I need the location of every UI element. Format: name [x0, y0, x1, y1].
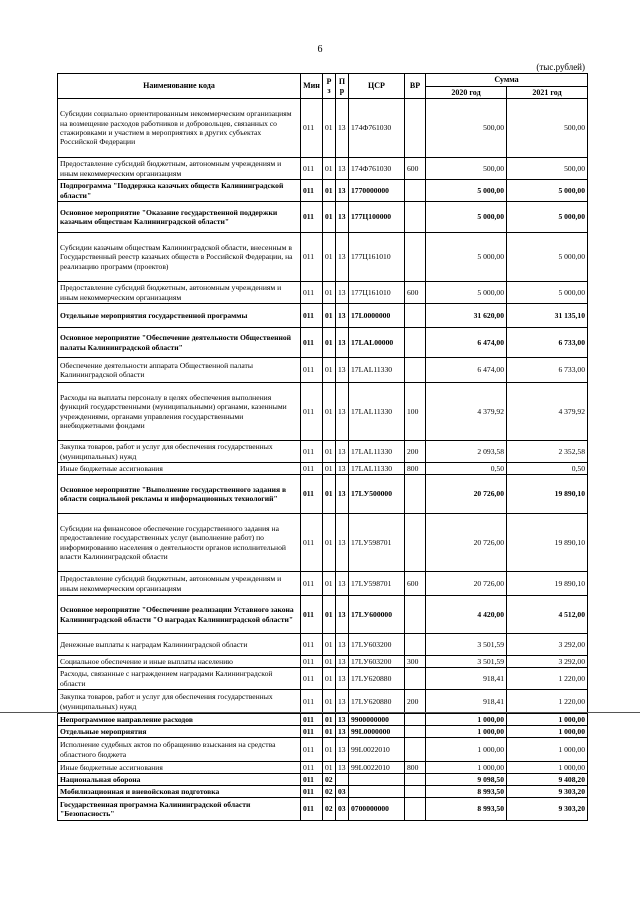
- cell-vr: [405, 514, 426, 572]
- cell-pr: 13: [336, 738, 349, 762]
- table-row: [58, 656, 588, 668]
- table-row: [58, 786, 588, 798]
- cell-pr: 03: [336, 786, 349, 798]
- cell-2020: 5 000,00: [426, 180, 507, 202]
- cell-vr: [405, 634, 426, 656]
- cell-name: Денежные выплаты к наградам Калининградской области: [58, 634, 301, 656]
- cell-csr: 17LAL00000: [349, 328, 405, 358]
- cell-csr: 17LУ603200: [349, 634, 405, 656]
- cell-csr: 17LУ603200: [349, 656, 405, 668]
- cell-name: Мобилизационная и вневойсковая подготовка: [58, 786, 301, 798]
- cell-2020: 2 093,58: [426, 441, 507, 463]
- table-row: [58, 798, 588, 821]
- cell-2020: 3 501,59: [426, 656, 507, 668]
- cell-rz: 01: [323, 180, 336, 202]
- cell-min: 011: [301, 441, 323, 463]
- cell-min: 011: [301, 358, 323, 383]
- cell-pr: 13: [336, 158, 349, 180]
- cell-2021: 5 000,00: [507, 180, 588, 202]
- cell-csr: 17L0000000: [349, 304, 405, 328]
- cell-vr: [405, 328, 426, 358]
- units-label: (тыс.рублей): [536, 62, 585, 72]
- cell-rz: 01: [323, 656, 336, 668]
- cell-name: Предоставление субсидий бюджетным, автономным учреждениям и иным некоммерческим организациям: [58, 282, 301, 304]
- table-row: [58, 714, 588, 726]
- cell-2020: 0,50: [426, 463, 507, 475]
- cell-2021: 1 000,00: [507, 762, 588, 774]
- cell-pr: 13: [336, 572, 349, 596]
- cell-min: 011: [301, 463, 323, 475]
- divider-line: [0, 712, 640, 713]
- cell-csr: 1770000000: [349, 180, 405, 202]
- cell-vr: [405, 596, 426, 634]
- cell-pr: 03: [336, 798, 349, 821]
- cell-name: Расходы, связанные с награждением наградами Калининградской области: [58, 668, 301, 690]
- cell-csr: 17LУ598701: [349, 572, 405, 596]
- table-row: [58, 572, 588, 596]
- cell-csr: 99L0000000: [349, 726, 405, 738]
- cell-vr: [405, 714, 426, 726]
- cell-2021: 9 303,20: [507, 786, 588, 798]
- cell-2021: 5 000,00: [507, 202, 588, 233]
- cell-vr: [405, 738, 426, 762]
- cell-2020: 20 726,00: [426, 514, 507, 572]
- cell-rz: 01: [323, 158, 336, 180]
- cell-csr: 17LУ500000: [349, 475, 405, 514]
- header-pr: Пр: [336, 74, 349, 99]
- cell-vr: [405, 726, 426, 738]
- header-vr: ВР: [405, 74, 426, 99]
- cell-vr: 100: [405, 383, 426, 441]
- cell-csr: 17LУ620880: [349, 690, 405, 714]
- cell-name: Отдельные мероприятия государственной программы: [58, 304, 301, 328]
- cell-min: 011: [301, 774, 323, 786]
- cell-vr: [405, 475, 426, 514]
- cell-pr: 13: [336, 475, 349, 514]
- cell-pr: 13: [336, 463, 349, 475]
- cell-2020: 1 000,00: [426, 714, 507, 726]
- cell-2021: 500,00: [507, 158, 588, 180]
- header-sum: Сумма: [426, 74, 588, 87]
- cell-min: 011: [301, 738, 323, 762]
- cell-2020: 9 098,50: [426, 774, 507, 786]
- cell-2021: 1 220,00: [507, 668, 588, 690]
- table-row: [58, 358, 588, 383]
- cell-min: 011: [301, 668, 323, 690]
- cell-2021: 5 000,00: [507, 233, 588, 282]
- cell-2020: 1 000,00: [426, 726, 507, 738]
- cell-rz: 02: [323, 798, 336, 821]
- cell-name: Основное мероприятие "Оказание государственной поддержки казачьим обществам Калининградской области": [58, 202, 301, 233]
- cell-csr: 177Ц100000: [349, 202, 405, 233]
- table-row: [58, 441, 588, 463]
- cell-rz: 01: [323, 328, 336, 358]
- cell-2021: 1 000,00: [507, 726, 588, 738]
- cell-csr: 174Ф761030: [349, 158, 405, 180]
- table-row: [58, 668, 588, 690]
- cell-vr: [405, 786, 426, 798]
- table-row: [58, 738, 588, 762]
- table-row: [58, 634, 588, 656]
- cell-2020: 6 474,00: [426, 358, 507, 383]
- cell-rz: 01: [323, 690, 336, 714]
- cell-name: Основное мероприятие "Обеспечение деятельности Общественной палаты Калининградской области": [58, 328, 301, 358]
- cell-csr: 17LAL11330: [349, 358, 405, 383]
- cell-min: 011: [301, 383, 323, 441]
- cell-pr: 13: [336, 304, 349, 328]
- cell-name: Иные бюджетные ассигнования: [58, 762, 301, 774]
- cell-min: 011: [301, 328, 323, 358]
- cell-rz: 01: [323, 99, 336, 158]
- cell-pr: 13: [336, 99, 349, 158]
- header-2020: 2020 год: [426, 87, 507, 99]
- cell-2021: 4 379,92: [507, 383, 588, 441]
- cell-2020: 31 620,00: [426, 304, 507, 328]
- cell-2020: 20 726,00: [426, 475, 507, 514]
- cell-pr: 13: [336, 383, 349, 441]
- table-row: [58, 596, 588, 634]
- cell-2021: 0,50: [507, 463, 588, 475]
- cell-name: Закупка товаров, работ и услуг для обеспечения государственных (муниципальных) нужд: [58, 690, 301, 714]
- cell-vr: [405, 304, 426, 328]
- cell-pr: 13: [336, 668, 349, 690]
- cell-vr: [405, 233, 426, 282]
- cell-rz: 01: [323, 572, 336, 596]
- table-row: [58, 514, 588, 572]
- cell-rz: 01: [323, 596, 336, 634]
- table-row: [58, 282, 588, 304]
- cell-2021: 2 352,58: [507, 441, 588, 463]
- cell-csr: 177Ц161010: [349, 233, 405, 282]
- cell-min: 011: [301, 572, 323, 596]
- cell-rz: 01: [323, 282, 336, 304]
- cell-vr: [405, 798, 426, 821]
- cell-name: Подпрограмма "Поддержка казачьих обществ Калининградской области": [58, 180, 301, 202]
- table-row: [58, 304, 588, 328]
- cell-min: 011: [301, 282, 323, 304]
- cell-vr: [405, 202, 426, 233]
- cell-rz: 01: [323, 714, 336, 726]
- cell-pr: 13: [336, 690, 349, 714]
- cell-name: Субсидии казачьим обществам Калининградской области, внесенным в Государственный реестр казачьих обществ в Российской Федерации, на реализацию программ (проектов): [58, 233, 301, 282]
- cell-pr: 13: [336, 202, 349, 233]
- table-row: [58, 383, 588, 441]
- cell-2020: 8 993,50: [426, 798, 507, 821]
- cell-vr: 800: [405, 463, 426, 475]
- cell-csr: 0700000000: [349, 798, 405, 821]
- cell-rz: 01: [323, 475, 336, 514]
- cell-2020: 3 501,59: [426, 634, 507, 656]
- cell-2020: 4 420,00: [426, 596, 507, 634]
- cell-name: Субсидии на финансовое обеспечение государственного задания на предоставление государственных услуг (выполнение работ) по информированию населения о деятельности органов исполнительной власти Калининградской области: [58, 514, 301, 572]
- cell-pr: 13: [336, 634, 349, 656]
- cell-name: Государственная программа Калининградской области "Безопасность": [58, 798, 301, 821]
- cell-name: Иные бюджетные ассигнования: [58, 463, 301, 475]
- cell-2021: 3 292,00: [507, 656, 588, 668]
- cell-pr: 13: [336, 726, 349, 738]
- cell-csr: 99L0022010: [349, 738, 405, 762]
- cell-vr: 200: [405, 441, 426, 463]
- cell-min: 011: [301, 202, 323, 233]
- cell-min: 011: [301, 233, 323, 282]
- cell-min: 011: [301, 304, 323, 328]
- cell-name: Исполнение судебных актов по обращению взыскания на средства областного бюджета: [58, 738, 301, 762]
- cell-csr: 17LУ600000: [349, 596, 405, 634]
- cell-pr: 13: [336, 441, 349, 463]
- cell-name: Расходы на выплаты персоналу в целях обеспечения выполнения функций государственными (муниципальными) органами, казенными учреждениями, органами управления государственными внебюджетными фондами: [58, 383, 301, 441]
- cell-2020: 1 000,00: [426, 762, 507, 774]
- cell-csr: 17LAL11330: [349, 441, 405, 463]
- cell-pr: [336, 774, 349, 786]
- cell-2020: 8 993,50: [426, 786, 507, 798]
- cell-csr: 17LAL11330: [349, 383, 405, 441]
- cell-rz: 01: [323, 383, 336, 441]
- cell-min: 011: [301, 714, 323, 726]
- cell-vr: [405, 358, 426, 383]
- page-number: 6: [317, 44, 323, 55]
- cell-csr: [349, 774, 405, 786]
- cell-2021: 1 000,00: [507, 714, 588, 726]
- cell-name: Национальная оборона: [58, 774, 301, 786]
- table-row: [58, 180, 588, 202]
- cell-2021: 1 220,00: [507, 690, 588, 714]
- cell-rz: 01: [323, 202, 336, 233]
- cell-vr: 200: [405, 690, 426, 714]
- cell-vr: [405, 668, 426, 690]
- cell-name: Предоставление субсидий бюджетным, автономным учреждениям и иным некоммерческим организациям: [58, 572, 301, 596]
- cell-name: Непрограммное направление расходов: [58, 714, 301, 726]
- cell-min: 011: [301, 475, 323, 514]
- cell-rz: 01: [323, 726, 336, 738]
- cell-csr: 174Ф761030: [349, 99, 405, 158]
- cell-name: Основное мероприятие "Выполнение государственного задания в области социальной рекламы и информационных технологий": [58, 475, 301, 514]
- cell-min: 011: [301, 596, 323, 634]
- cell-min: 011: [301, 786, 323, 798]
- cell-pr: 13: [336, 762, 349, 774]
- cell-name: Социальное обеспечение и иные выплаты населению: [58, 656, 301, 668]
- cell-min: 011: [301, 726, 323, 738]
- cell-min: 011: [301, 514, 323, 572]
- cell-2021: 5 000,00: [507, 282, 588, 304]
- cell-rz: 01: [323, 762, 336, 774]
- cell-2021: 31 135,10: [507, 304, 588, 328]
- cell-rz: 01: [323, 668, 336, 690]
- header-name: Наименование кода: [58, 74, 301, 99]
- cell-name: Субсидии социально ориентированным некоммерческим организациям на возмещение расходов работников и добровольцев, связанных со стажировками и участием в мероприятиях в других субъектах Российской Федерации: [58, 99, 301, 158]
- cell-vr: 600: [405, 158, 426, 180]
- header-min: Мин: [301, 74, 323, 99]
- cell-pr: 13: [336, 282, 349, 304]
- cell-rz: 01: [323, 441, 336, 463]
- cell-csr: 17LУ598701: [349, 514, 405, 572]
- cell-rz: 01: [323, 634, 336, 656]
- cell-2020: 6 474,00: [426, 328, 507, 358]
- cell-min: 011: [301, 762, 323, 774]
- cell-2021: 3 292,00: [507, 634, 588, 656]
- cell-pr: 13: [336, 656, 349, 668]
- cell-min: 011: [301, 656, 323, 668]
- table-row: [58, 475, 588, 514]
- cell-pr: 13: [336, 233, 349, 282]
- table-row: [58, 158, 588, 180]
- cell-2020: 1 000,00: [426, 738, 507, 762]
- cell-rz: 01: [323, 233, 336, 282]
- cell-csr: [349, 786, 405, 798]
- cell-csr: 17LУ620880: [349, 668, 405, 690]
- cell-vr: [405, 774, 426, 786]
- cell-min: 011: [301, 99, 323, 158]
- cell-vr: [405, 99, 426, 158]
- table-row: [58, 233, 588, 282]
- header-2021: 2021 год: [507, 87, 588, 99]
- table-row: [58, 328, 588, 358]
- cell-2021: 6 733,00: [507, 358, 588, 383]
- cell-2020: 500,00: [426, 158, 507, 180]
- header-rz: Рз: [323, 74, 336, 99]
- cell-min: 011: [301, 180, 323, 202]
- cell-2020: 5 000,00: [426, 282, 507, 304]
- cell-pr: 13: [336, 514, 349, 572]
- cell-rz: 01: [323, 738, 336, 762]
- cell-rz: 02: [323, 774, 336, 786]
- table-row: [58, 690, 588, 714]
- cell-pr: 13: [336, 180, 349, 202]
- cell-rz: 01: [323, 463, 336, 475]
- cell-csr: 177Ц161010: [349, 282, 405, 304]
- cell-rz: 01: [323, 304, 336, 328]
- cell-2021: 9 408,20: [507, 774, 588, 786]
- cell-2021: 19 890,10: [507, 514, 588, 572]
- cell-name: Отдельные мероприятия: [58, 726, 301, 738]
- cell-2021: 6 733,00: [507, 328, 588, 358]
- cell-min: 011: [301, 690, 323, 714]
- cell-name: Предоставление субсидий бюджетным, автономным учреждениям и иным некоммерческим организациям: [58, 158, 301, 180]
- budget-table: [57, 73, 588, 821]
- cell-csr: 17LAL11330: [349, 463, 405, 475]
- cell-2021: 19 890,10: [507, 572, 588, 596]
- cell-min: 011: [301, 798, 323, 821]
- cell-2020: 5 000,00: [426, 202, 507, 233]
- cell-pr: 13: [336, 358, 349, 383]
- cell-rz: 01: [323, 358, 336, 383]
- cell-2021: 4 512,00: [507, 596, 588, 634]
- cell-rz: 02: [323, 786, 336, 798]
- table-row: [58, 99, 588, 158]
- table-row: [58, 762, 588, 774]
- cell-vr: 300: [405, 656, 426, 668]
- cell-pr: 13: [336, 328, 349, 358]
- cell-csr: 9900000000: [349, 714, 405, 726]
- cell-2020: 5 000,00: [426, 233, 507, 282]
- cell-pr: 13: [336, 714, 349, 726]
- cell-vr: 600: [405, 572, 426, 596]
- cell-name: Закупка товаров, работ и услуг для обеспечения государственных (муниципальных) нужд: [58, 441, 301, 463]
- cell-min: 011: [301, 158, 323, 180]
- cell-2021: 1 000,00: [507, 738, 588, 762]
- cell-2020: 20 726,00: [426, 572, 507, 596]
- cell-vr: [405, 180, 426, 202]
- cell-2021: 500,00: [507, 99, 588, 158]
- cell-2020: 4 379,92: [426, 383, 507, 441]
- cell-csr: 99L0022010: [349, 762, 405, 774]
- header-csr: ЦСР: [349, 74, 405, 99]
- cell-pr: 13: [336, 596, 349, 634]
- table-row: [58, 463, 588, 475]
- cell-2021: 19 890,10: [507, 475, 588, 514]
- cell-2020: 500,00: [426, 99, 507, 158]
- cell-rz: 01: [323, 514, 336, 572]
- table-row: [58, 726, 588, 738]
- cell-2020: 918,41: [426, 668, 507, 690]
- cell-2021: 9 303,20: [507, 798, 588, 821]
- cell-vr: 600: [405, 282, 426, 304]
- table-row: [58, 202, 588, 233]
- table-row: [58, 774, 588, 786]
- cell-min: 011: [301, 634, 323, 656]
- cell-2020: 918,41: [426, 690, 507, 714]
- cell-name: Обеспечение деятельности аппарата Общественной палаты Калининградской области: [58, 358, 301, 383]
- cell-name: Основное мероприятие "Обеспечение реализации Уставного закона Калининградской области "О наградах Калининградской области": [58, 596, 301, 634]
- cell-vr: 800: [405, 762, 426, 774]
